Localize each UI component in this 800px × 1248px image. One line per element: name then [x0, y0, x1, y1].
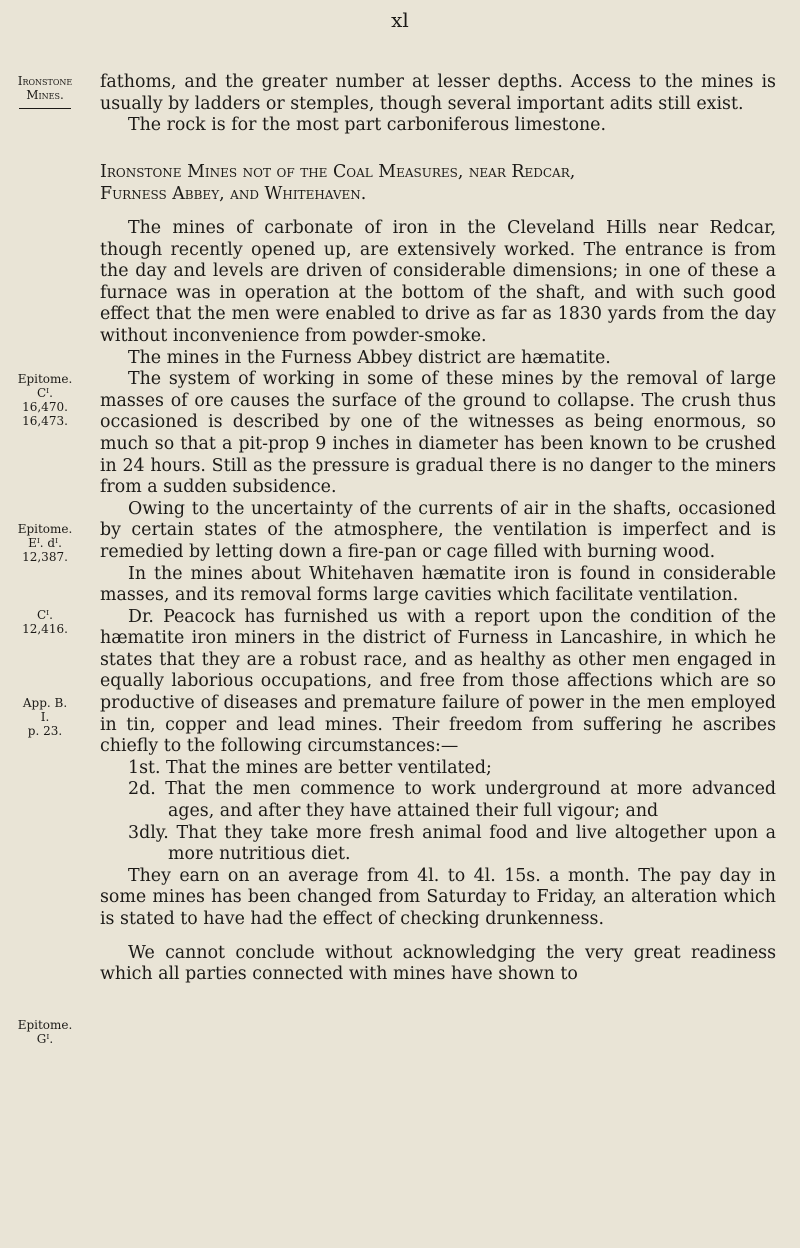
margin-note-line: 12,387. [22, 550, 68, 564]
section-heading [100, 162, 776, 205]
paragraph: Dr. Peacock has furnished us with a report upon the condition of the hæmatite iron miners in the district of Furness in Lancashire, in which he states that they are a robust race, and as healthy as other men engaged in equally laborious occupations, and free from those affections which are so productive of diseases and premature failure of power in the men employed in tin, copper and lead mines. Their freedom from suffering he ascribes chiefly to the following circumstances:— [100, 606, 776, 757]
list-item: 1st. That the mines are better ventilated; [128, 757, 492, 778]
page-number: xl [391, 8, 409, 32]
running-head [8, 74, 82, 109]
paragraph: The mines in the Furness Abbey district are hæmatite. [128, 347, 611, 368]
section-heading-line-1: Ironstone Mines not of the Coal Measures, near Redcar, [100, 162, 576, 182]
paragraph: The mines of carbonate of iron in the Cleveland Hills near Redcar, though recently opened up, are extensively worked. The entrance is from the day and levels are driven of considerable dimensions; in one of these a furnace was in operation at the bottom of the shaft, and with such good effect that the men were enabled to drive as far as 1830 yards from the day without inconvenience from powder-smoke. [100, 218, 776, 346]
margin-note-line: App. B. [22, 696, 68, 710]
margin-note-appendix [8, 696, 82, 738]
margin-note-line: 16,470. [22, 400, 68, 414]
running-head-line-2: Mines. [26, 88, 64, 102]
margin-note-line: Cᴵ. [37, 386, 53, 400]
margin-note-line: 12,416. [22, 622, 68, 636]
running-head-rule [19, 108, 71, 109]
list-item: 3dly. That they take more fresh animal food and live altogether upon a more nutritious diet. [128, 822, 776, 865]
margin-note-epitome-g [8, 1018, 82, 1046]
paragraph: The system of working in some of these mines by the removal of large masses of ore causes the surface of the ground to collapse. The crush thus occasioned is described by one of the witnesses as being enormous, so much so that a pit-prop 9 inches in diameter has been known to be crushed in 24 hours. Still as the pressure is gradual there is no danger to the miners from a sudden subsidence. [100, 369, 776, 498]
paragraph: Owing to the uncertainty of the currents of air in the shafts, occasioned by certain states of the atmosphere, the ventilation is imperfect and is remedied by letting down a fire-pan or cage filled with burning wood. [100, 498, 776, 562]
running-head-line-1: Ironstone [17, 74, 73, 88]
margin-note-line: Eᴵ. dᴵ. [28, 536, 62, 550]
margin-note-line: Cᴵ. [37, 608, 53, 622]
body-text-main [100, 218, 776, 986]
margin-note-epitome-e [8, 522, 82, 564]
margin-note-line: 16,473. [22, 414, 68, 428]
paragraph: We cannot conclude without acknowledging the very great readiness which all parties connected with mines have shown to [100, 942, 776, 985]
margin-note-c-12416 [8, 608, 82, 636]
body-text [100, 72, 776, 137]
margin-note-line: I. [40, 710, 50, 724]
margin-note-line: Epitome. [17, 1018, 73, 1032]
margin-note-epitome-c [8, 372, 82, 428]
margin-note-line: Gᴵ. [36, 1032, 54, 1046]
section-heading-line-2: Furness Abbey, and Whitehaven. [100, 183, 367, 204]
margin-note-line: p. 23. [27, 724, 63, 738]
paragraph: fathoms, and the greater number at lesser depths. Access to the mines is usually by ladders or stemples, though several important adits still exist. [100, 72, 776, 114]
paragraph: In the mines about Whitehaven hæmatite iron is found in considerable masses, and its removal forms large cavities which facilitate ventilation. [100, 563, 776, 606]
margin-note-line: Epitome. [17, 372, 73, 386]
list-item: 2d. That the men commence to work underground at more advanced ages, and after they have attained their full vigour; and [128, 779, 776, 822]
paragraph: They earn on an average from 4l. to 4l. 15s. a month. The pay day in some mines has been changed from Saturday to Friday, an alteration which is stated to have had the effect of checking drunkenness. [100, 865, 776, 929]
paragraph: The rock is for the most part carboniferous limestone. [128, 115, 606, 136]
margin-note-line: Epitome. [17, 522, 73, 536]
